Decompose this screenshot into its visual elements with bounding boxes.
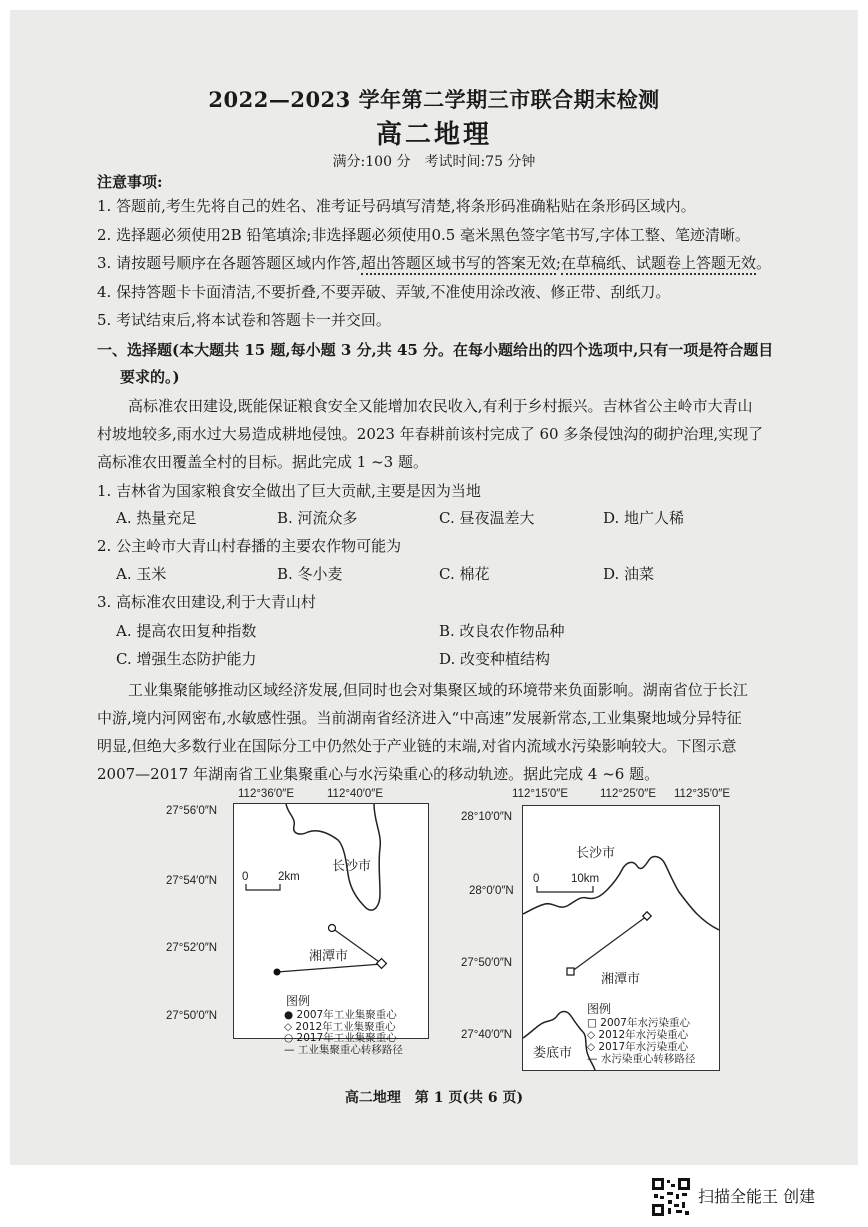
notice-item-1: 1. 答题前,考生先将自己的姓名、准考证号码填写清楚,将条形码准确粘贴在条形码区域内。 bbox=[97, 197, 696, 215]
map1-lat-tick-1: 27°56′0″N bbox=[166, 805, 218, 817]
notice-item-3-c: ; bbox=[555, 254, 561, 272]
section-heading-2: 要求的。) bbox=[120, 368, 180, 386]
question-3-option-d: D. 改变种植结构 bbox=[439, 650, 551, 668]
notice-item-3-e: 。 bbox=[755, 254, 771, 272]
map1-city-xiangtan: 湘潭市 bbox=[309, 948, 349, 963]
notice-item-3-b: 超出答题区域书写的答案无效 bbox=[361, 254, 556, 275]
map1-scale-bar bbox=[246, 884, 280, 890]
question-2-option-a: A. 玉米 bbox=[116, 565, 167, 583]
passage1-line-3: 高标准农田覆盖全村的目标。据此完成 1 ~3 题。 bbox=[97, 453, 428, 471]
notice-heading: 注意事项: bbox=[97, 173, 163, 191]
map1-svg bbox=[234, 804, 428, 1038]
map1-legend-item-3: ○ 2017年工业集聚重心 bbox=[284, 1032, 397, 1044]
scanner-watermark-text: 扫描全能王 创建 bbox=[698, 1187, 816, 1206]
map2-legend-item-4: — 水污染重心转移路径 bbox=[587, 1053, 696, 1065]
question-3-option-b: B. 改良农作物品种 bbox=[439, 622, 565, 640]
qr-code-icon bbox=[652, 1178, 690, 1216]
map1-legend-symbol-2: ◇ bbox=[284, 1021, 293, 1033]
map2-lat-tick-2: 28°0′0″N bbox=[469, 885, 514, 897]
exam-meta: 满分:100 分 考试时间:75 分钟 bbox=[332, 154, 536, 170]
map-industrial-center bbox=[233, 803, 429, 1039]
question-2-option-b: B. 冬小麦 bbox=[277, 565, 343, 583]
map2-scale-zero: 0 bbox=[533, 873, 540, 885]
map1-legend-item-2: ◇ 2012年工业集聚重心 bbox=[284, 1021, 396, 1033]
question-1-option-c: C. 昼夜温差大 bbox=[439, 509, 535, 527]
question-3-option-a: A. 提高农田复种指数 bbox=[116, 622, 257, 640]
map1-city-changsha: 长沙市 bbox=[332, 858, 372, 873]
map2-legend-symbol-4: — bbox=[587, 1053, 598, 1065]
map2-legend-title: 图例 bbox=[587, 1002, 612, 1016]
passage1-line-1: 高标准农田建设,既能保证粮食安全又能增加农民收入,有利于乡村振兴。吉林省公主岭市大青山 bbox=[128, 397, 753, 415]
question-1-option-d: D. 地广人稀 bbox=[603, 509, 685, 527]
map2-lon-tick-1: 112°15′0″E bbox=[512, 788, 569, 800]
map1-lat-tick-3: 27°52′0″N bbox=[166, 942, 218, 954]
map2-legend-item-1: □ 2007年水污染重心 bbox=[587, 1017, 690, 1029]
question-3-option-c: C. 增强生态防护能力 bbox=[116, 650, 257, 668]
map2-legend-item-2: ◇ 2012年水污染重心 bbox=[587, 1029, 689, 1041]
map1-legend-symbol-3: ○ bbox=[284, 1032, 294, 1044]
map1-point-2012 bbox=[377, 959, 387, 969]
map2-loudi-boundary bbox=[523, 1012, 595, 1071]
map1-lat-tick-4: 27°50′0″N bbox=[166, 1010, 218, 1022]
map1-legend-item-4: — 工业集聚重心转移路径 bbox=[284, 1044, 403, 1056]
map2-changsha-boundary bbox=[523, 857, 719, 930]
passage2-line-2: 中游,境内河网密布,水敏感性强。当前湖南省经济进入“中高速”发展新常态,工业集聚地域分异特征 bbox=[97, 709, 742, 727]
notice-item-5: 5. 考试结束后,将本试卷和答题卡一并交回。 bbox=[97, 311, 391, 329]
question-1-option-a: A. 热量充足 bbox=[116, 509, 197, 527]
map2-lon-tick-2: 112°25′0″E bbox=[600, 788, 657, 800]
map1-legend-item-1: ● 2007年工业集聚重心 bbox=[284, 1009, 397, 1021]
map1-scale-km: 2km bbox=[278, 871, 300, 883]
question-1-option-b: B. 河流众多 bbox=[277, 509, 358, 527]
map2-lat-tick-4: 27°40′0″N bbox=[461, 1029, 513, 1041]
notice-item-3-a: 3. 请按题号顺序在各题答题区域内作答, bbox=[97, 254, 361, 272]
notice-item-3-d: 在草稿纸、试题卷上答题无效 bbox=[561, 254, 756, 275]
notice-item-4: 4. 保持答题卡卡面清洁,不要折叠,不要弄破、弄皱,不准使用涂改液、修正带、刮纸刀。 bbox=[97, 283, 671, 301]
map2-lat-tick-1: 28°10′0″N bbox=[461, 811, 513, 823]
map2-city-changsha: 长沙市 bbox=[576, 845, 616, 860]
map2-legend-symbol-2: ◇ bbox=[587, 1029, 596, 1041]
section-heading: 一、选择题(本大题共 15 题,每小题 3 分,共 45 分。在每小题给出的四个选项中,只有一项是符合题目 bbox=[97, 341, 774, 359]
exam-title: 2022—2023 学年第二学期三市联合期末检测 bbox=[208, 87, 660, 112]
map2-scale-bar bbox=[537, 886, 593, 892]
map1-path-a bbox=[277, 964, 382, 972]
notice-item-3 bbox=[97, 253, 771, 273]
passage2-line-4: 2007—2017 年湖南省工业集聚重心与水污染重心的移动轨迹。据此完成 4 ~6 题。 bbox=[97, 765, 660, 783]
question-3-stem: 3. 高标准农田建设,利于大青山村 bbox=[97, 593, 316, 611]
passage2-line-3: 明显,但绝大多数行业在国际分工中仍然处于产业链的末端,对省内流域水污染影响较大。下图示意 bbox=[97, 737, 737, 755]
map1-legend-symbol-4: — bbox=[284, 1044, 295, 1056]
notice-item-2: 2. 选择题必须使用2B 铅笔填涂;非选择题必须使用0.5 毫米黑色签字笔书写,字体工整、笔迹清晰。 bbox=[97, 226, 750, 244]
map2-path-a bbox=[571, 916, 647, 972]
map1-legend-title: 图例 bbox=[286, 994, 311, 1008]
map2-legend-symbol-1: □ bbox=[587, 1017, 597, 1029]
map2-legend-item-3: ◇ 2017年水污染重心 bbox=[587, 1041, 689, 1053]
map2-point-2007 bbox=[567, 968, 574, 975]
subject-title: 高二地理 bbox=[375, 120, 492, 150]
map2-legend-symbol-3: ◇ bbox=[587, 1041, 596, 1053]
map1-lon-tick-2: 112°40′0″E bbox=[327, 788, 384, 800]
question-2-option-c: C. 棉花 bbox=[439, 565, 490, 583]
map2-point-2012 bbox=[643, 912, 651, 920]
map2-city-xiangtan: 湘潭市 bbox=[601, 971, 641, 986]
map1-lat-tick-2: 27°54′0″N bbox=[166, 875, 218, 887]
map1-point-2017 bbox=[329, 925, 336, 932]
page-footer: 高二地理 第 1 页(共 6 页) bbox=[344, 1090, 524, 1106]
question-2-option-d: D. 油菜 bbox=[603, 565, 655, 583]
qr-code-svg bbox=[652, 1178, 690, 1216]
map2-city-loudi: 娄底市 bbox=[533, 1045, 573, 1060]
passage1-line-2: 村坡地较多,雨水过大易造成耕地侵蚀。2023 年春耕前该村完成了 60 多条侵蚀沟的砌护治理,实现了 bbox=[97, 425, 764, 443]
passage2-line-1: 工业集聚能够推动区域经济发展,但同时也会对集聚区域的环境带来负面影响。湖南省位于长江 bbox=[128, 681, 748, 699]
map2-scale-km: 10km bbox=[571, 873, 600, 885]
map2-lon-tick-3: 112°35′0″E bbox=[674, 788, 731, 800]
map2-lat-tick-3: 27°50′0″N bbox=[461, 957, 513, 969]
question-2-stem: 2. 公主岭市大青山村春播的主要农作物可能为 bbox=[97, 537, 402, 555]
map-water-pollution-center bbox=[522, 805, 720, 1071]
map1-legend-symbol-1: ● bbox=[284, 1009, 294, 1021]
map1-scale-zero: 0 bbox=[242, 871, 249, 883]
map1-lon-tick-1: 112°36′0″E bbox=[238, 788, 295, 800]
question-1-stem: 1. 吉林省为国家粮食安全做出了巨大贡献,主要是因为当地 bbox=[97, 482, 481, 500]
map1-point-2007 bbox=[274, 969, 281, 976]
